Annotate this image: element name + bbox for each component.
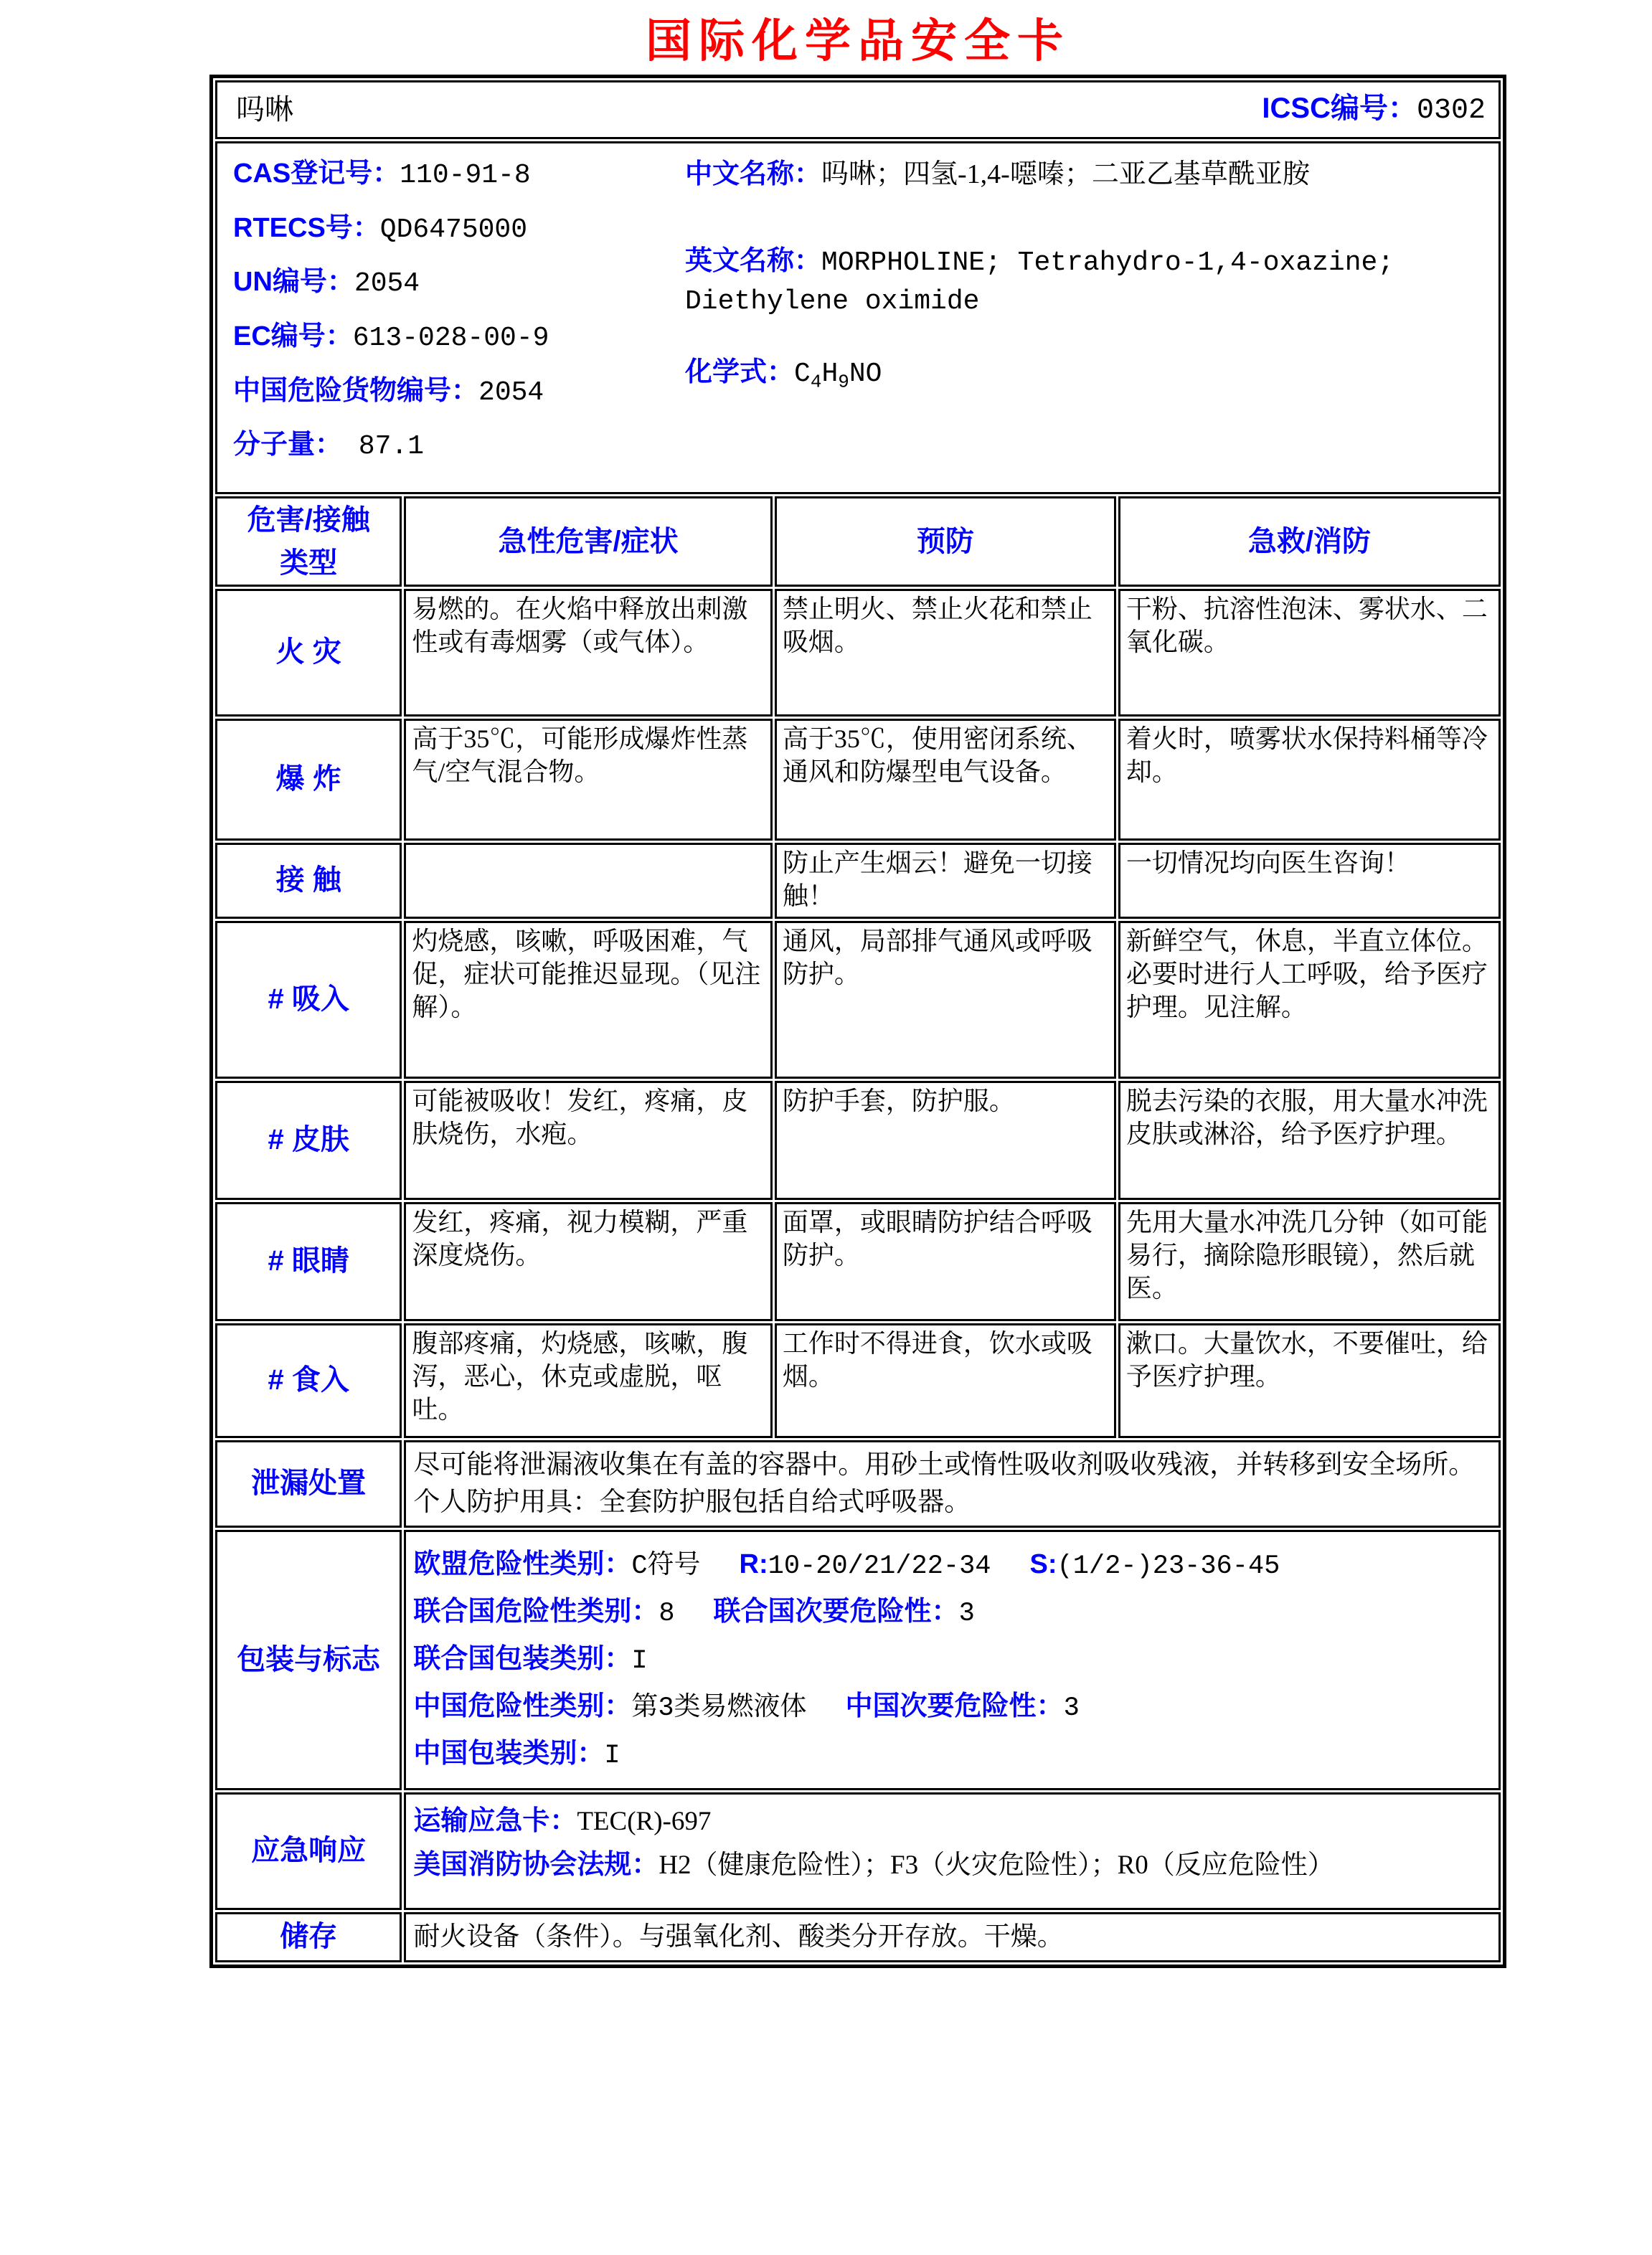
- identification-cell: [215, 141, 1501, 494]
- china-class-value: 第3类易燃液体: [631, 1693, 807, 1724]
- symptoms-header: 急性危害/症状: [404, 496, 773, 587]
- substance-header-row: [215, 80, 1501, 139]
- china-dg-number-label: 中国危险货物编号：: [233, 375, 479, 406]
- chinese-name-value: 吗啉；四氢-1,4-噁嗪；二亚乙基草酰亚胺: [821, 159, 1310, 189]
- nfpa-line: [413, 1847, 1490, 1883]
- ec-number-value: 613-028-00-9: [352, 322, 549, 354]
- china-subrisk-label: 中国次要危险性：: [845, 1691, 1064, 1721]
- substance-header-cell: [215, 80, 1501, 139]
- rtecs-number-line: [233, 211, 685, 248]
- spill-content: [404, 1440, 1501, 1528]
- ingestion-prevention: 工作时不得进食，饮水或吸烟。: [775, 1323, 1116, 1438]
- eu-class-label: 欧盟危险性类别：: [413, 1549, 632, 1579]
- page-title: 国际化学品安全卡: [646, 14, 1070, 68]
- packaging-content: [404, 1530, 1501, 1790]
- fire-firstaid: 干粉、抗溶性泡沫、雾状水、二氧化碳。: [1118, 589, 1501, 717]
- icsc-number-field: [1262, 90, 1486, 129]
- eu-classification-line: [413, 1547, 1490, 1584]
- un-classification-line: [413, 1594, 1490, 1631]
- china-subrisk-value: 3: [1063, 1693, 1080, 1724]
- table-row-eyes: [215, 1202, 1501, 1321]
- row-label-emergency: 应急响应: [215, 1792, 402, 1910]
- skin-firstaid: 脱去污染的衣服，用大量水冲洗皮肤或淋浴，给予医疗护理。: [1118, 1081, 1501, 1200]
- china-dg-number-line: [233, 374, 685, 411]
- icsc-number-value: 0302: [1416, 95, 1486, 128]
- table-row-skin: [215, 1081, 1501, 1200]
- china-packing-label: 中国包装类别：: [413, 1738, 605, 1769]
- china-packing-value: I: [604, 1740, 620, 1771]
- row-label-fire: 火 灾: [215, 589, 402, 717]
- row-label-packaging: 包装与标志: [215, 1530, 402, 1790]
- eyes-firstaid: 先用大量水冲洗几分钟（如可能易行，摘除隐形眼镜），然后就医。: [1118, 1202, 1501, 1321]
- s-phrases-label: S:: [1029, 1549, 1057, 1579]
- row-label-ingestion: # 食入: [215, 1323, 402, 1438]
- row-label-contact: 接 触: [215, 843, 402, 919]
- chinese-name-block: [685, 156, 1484, 193]
- table-row-storage: [215, 1912, 1501, 1962]
- row-label-eyes: # 眼睛: [215, 1202, 402, 1321]
- row-label-inhalation: # 吸入: [215, 921, 402, 1079]
- table-row-fire: [215, 589, 1501, 717]
- china-packing-line: [413, 1736, 1490, 1773]
- table-row-inhalation: [215, 921, 1501, 1079]
- substance-name: 吗啉: [236, 93, 293, 126]
- un-packing-label: 联合国包装类别：: [413, 1643, 632, 1674]
- spill-text: 尽可能将泄漏液收集在有盖的容器中。用砂土或惰性吸收剂吸收残液，并转移到安全场所。个人防护用具：全套防护服包括自给式呼吸器。: [413, 1450, 1476, 1517]
- china-dg-number-value: 2054: [478, 377, 544, 408]
- tec-card-value: TEC(R)-697: [577, 1806, 712, 1836]
- chemical-formula-value: $C_4H_9NO$: [794, 358, 882, 393]
- un-number-value: 2054: [354, 268, 420, 300]
- molecular-weight-value: 87.1: [342, 431, 425, 463]
- ec-number-label: EC编号：: [233, 321, 353, 351]
- contact-symptoms: [404, 843, 773, 919]
- table-row-spill: [215, 1440, 1501, 1528]
- english-name-block: [685, 243, 1484, 320]
- table-row-contact: [215, 843, 1501, 919]
- hazard-type-header: 危害/接触 类型: [215, 496, 402, 587]
- cas-number-label: CAS登记号：: [233, 159, 400, 189]
- eyes-symptoms: 发红，疼痛，视力模糊，严重深度烧伤。: [404, 1202, 773, 1321]
- icsc-number-label: ICSC编号：: [1262, 93, 1417, 125]
- ingestion-firstaid: 漱口。大量饮水，不要催吐，给予医疗护理。: [1118, 1323, 1501, 1438]
- storage-text: 耐火设备（条件）。与强氧化剂、酸类分开存放。干燥。: [413, 1921, 1064, 1952]
- contact-prevention: 防止产生烟云！避免一切接触！: [775, 843, 1116, 919]
- table-row-emergency: [215, 1792, 1501, 1910]
- contact-firstaid: 一切情况均向医生咨询！: [1118, 843, 1501, 919]
- table-row-ingestion: [215, 1323, 1501, 1438]
- rtecs-number-value: QD6475000: [379, 214, 528, 245]
- molecular-weight-label: 分子量：: [233, 430, 343, 460]
- explosion-symptoms: 高于35℃，可能形成爆炸性蒸气/空气混合物。: [404, 719, 773, 841]
- chemical-formula-label: 化学式：: [685, 356, 795, 387]
- identifier-list: [233, 156, 685, 482]
- s-phrases-value: (1/2-)23-36-45: [1057, 1551, 1280, 1582]
- china-classification-line: [413, 1689, 1490, 1726]
- skin-prevention: 防护手套，防护服。: [775, 1081, 1116, 1200]
- identification-row: [215, 141, 1501, 494]
- un-class-label: 联合国危险性类别：: [413, 1596, 659, 1627]
- english-name-label: 英文名称：: [685, 246, 822, 277]
- cas-number-value: 110-91-8: [400, 160, 531, 191]
- un-subrisk-value: 3: [958, 1598, 975, 1629]
- un-packing-value: I: [631, 1645, 648, 1676]
- china-class-label: 中国危险性类别：: [413, 1691, 632, 1721]
- ec-number-line: [233, 319, 685, 356]
- fire-symptoms: 易燃的。在火焰中释放出刺激性或有毒烟雾（或气体）。: [404, 589, 773, 717]
- tec-card-line: [413, 1803, 1490, 1840]
- r-phrases-label: R:: [739, 1549, 768, 1579]
- inhalation-symptoms: 灼烧感，咳嗽，呼吸困难，气促，症状可能推迟显现。（见注解）。: [404, 921, 773, 1079]
- cas-number-line: [233, 156, 685, 194]
- row-label-storage: 储存: [215, 1912, 402, 1962]
- nfpa-label: 美国消防协会法规：: [413, 1850, 659, 1881]
- nfpa-value: H2（健康危险性）；F3（火灾危险性）；R0（反应危险性）: [659, 1850, 1334, 1881]
- molecular-weight-line: [233, 427, 685, 465]
- skin-symptoms: 可能被吸收！发红，疼痛，皮肤烧伤，水疱。: [404, 1081, 773, 1200]
- name-list: [685, 156, 1488, 482]
- inhalation-firstaid: 新鲜空气，休息，半直立体位。必要时进行人工呼吸，给予医疗护理。见注解。: [1118, 921, 1501, 1079]
- table-row-packaging: [215, 1530, 1501, 1790]
- row-label-skin: # 皮肤: [215, 1081, 402, 1200]
- eyes-prevention: 面罩，或眼睛防护结合呼吸防护。: [775, 1202, 1116, 1321]
- un-number-label: UN编号：: [233, 267, 354, 298]
- table-row-explosion: [215, 719, 1501, 841]
- prevention-header: 预防: [775, 496, 1116, 587]
- row-label-spill: 泄漏处置: [215, 1440, 402, 1528]
- un-class-value: 8: [659, 1598, 675, 1629]
- un-number-line: [233, 265, 685, 302]
- chinese-name-label: 中文名称：: [685, 159, 822, 189]
- icsc-card-table: [209, 75, 1506, 1968]
- storage-content: [404, 1912, 1501, 1962]
- inhalation-prevention: 通风，局部排气通风或呼吸防护。: [775, 921, 1116, 1079]
- firstaid-header: 急救/消防: [1118, 496, 1501, 587]
- tec-card-label: 运输应急卡：: [413, 1805, 577, 1836]
- chemical-formula-block: [685, 354, 1484, 395]
- ingestion-symptoms: 腹部疼痛，灼烧感，咳嗽，腹泻，恶心，休克或虚脱，呕吐。: [404, 1323, 773, 1438]
- hazard-header-row: [215, 496, 1501, 587]
- eu-class-value: C符号: [631, 1551, 701, 1582]
- explosion-firstaid: 着火时，喷雾状水保持料桶等冷却。: [1118, 719, 1501, 841]
- r-phrases-value: 10-20/21/22-34: [768, 1551, 991, 1582]
- un-packing-line: [413, 1642, 1490, 1678]
- english-name-value: MORPHOLINE; Tetrahydro-1,4-oxazine; Diethylene oximide: [685, 247, 1394, 317]
- explosion-prevention: 高于35℃，使用密闭系统、通风和防爆型电气设备。: [775, 719, 1116, 841]
- rtecs-number-label: RTECS号：: [233, 212, 380, 243]
- fire-prevention: 禁止明火、禁止火花和禁止吸烟。: [775, 589, 1116, 717]
- row-label-explosion: 爆 炸: [215, 719, 402, 841]
- emergency-content: [404, 1792, 1501, 1910]
- un-subrisk-label: 联合国次要危险性：: [713, 1596, 959, 1627]
